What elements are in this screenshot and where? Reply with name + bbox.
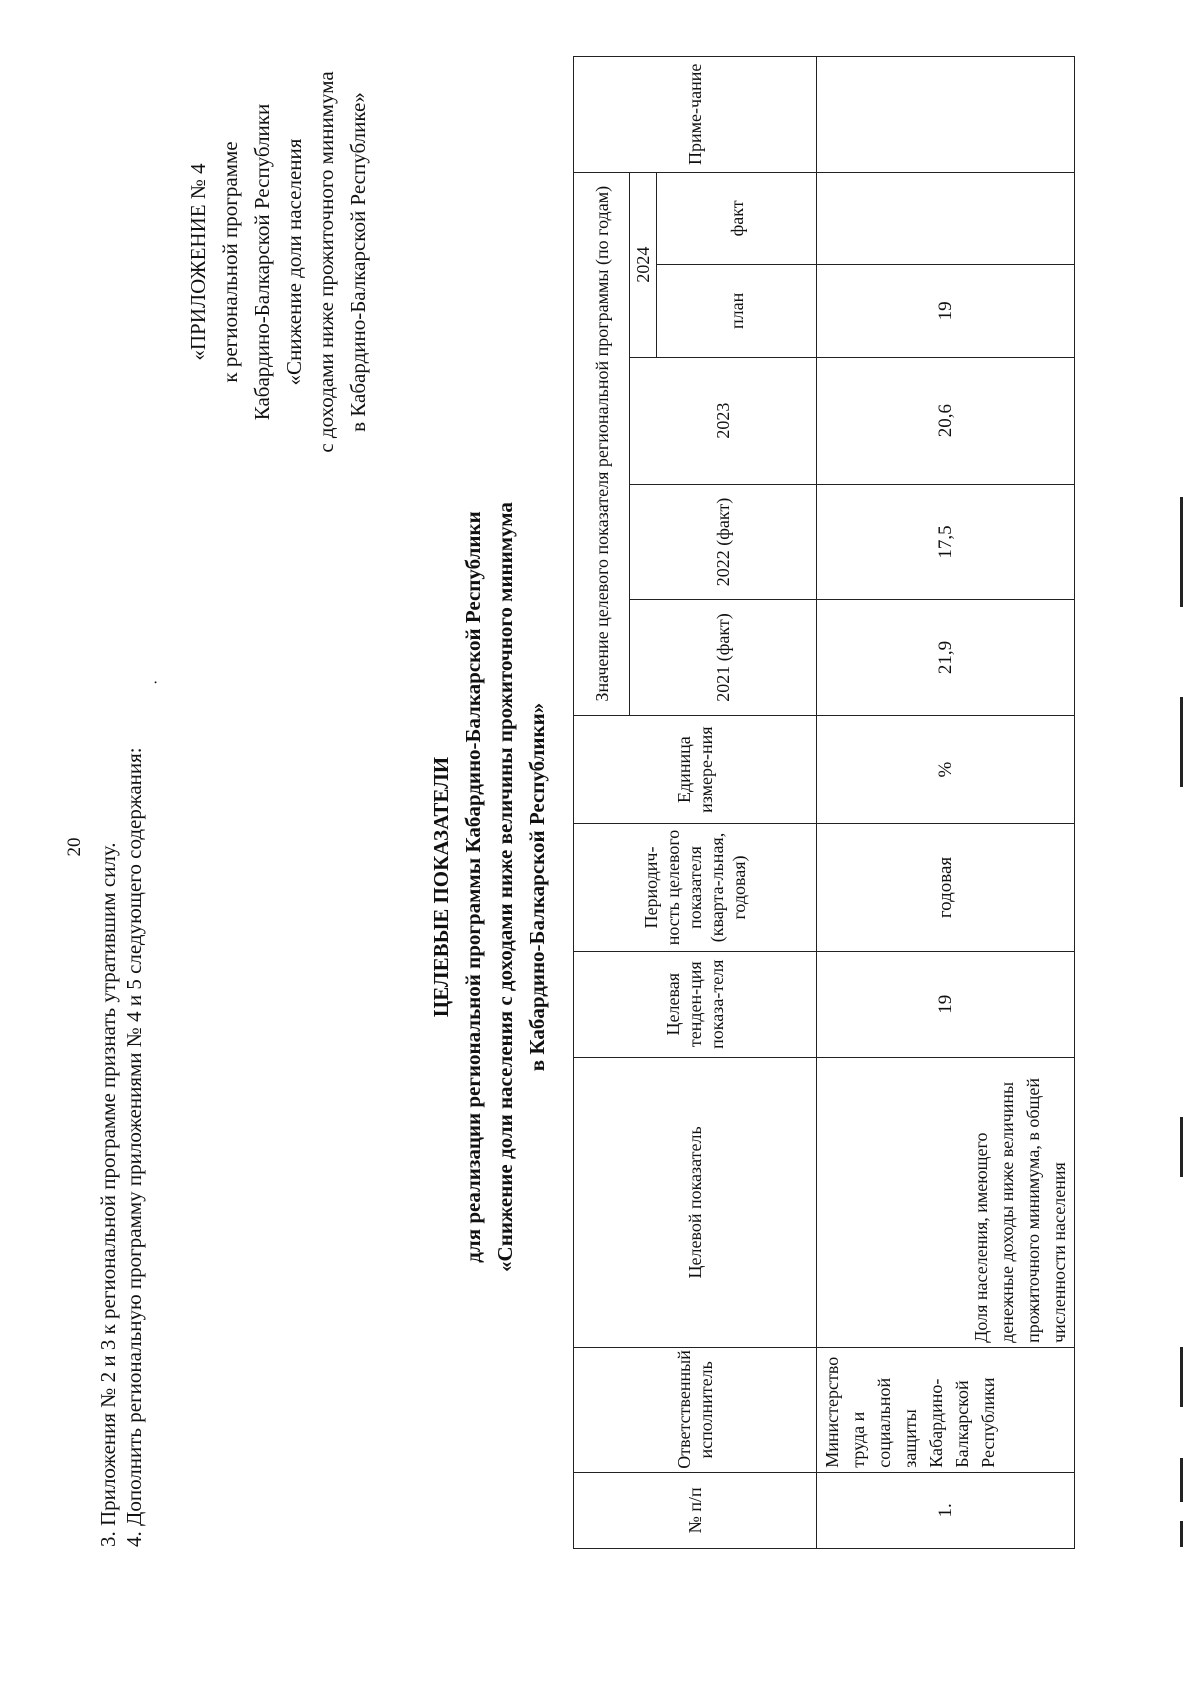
header-periodicity: Периодич-ность целевого показателя (кварта-льная, годовая) [574, 824, 817, 951]
cell-num: 1. [817, 1472, 1075, 1548]
cell-unit: % [817, 715, 1075, 824]
header-values-group: Значение целевого показателя региональной программы (по годам) [574, 172, 630, 715]
margin-mark [1180, 497, 1183, 607]
cell-executor: Министерство труда и социальной защиты Кабардино-Балкарской Республики [817, 1347, 1075, 1472]
header-executor: Ответственный исполнитель [574, 1347, 817, 1472]
margin-mark [1180, 697, 1183, 787]
margin-mark [1180, 1521, 1183, 1547]
cell-2022: 17,5 [817, 484, 1075, 600]
appendix-caption-line: «Снижение доли населения [282, 138, 306, 386]
stray-mark: · [148, 679, 165, 685]
header-trend: Целевая тенден-ция показа-теля [574, 951, 817, 1057]
heading-line: для реализации региональной программы Кабардино-Балкарской Республики [461, 511, 485, 1263]
heading-line: в Кабардино-Балкарской Республики» [525, 702, 549, 1072]
cell-periodicity: годовая [817, 824, 1075, 951]
header-note: Приме-чание [574, 57, 817, 173]
table-row [817, 57, 1075, 1549]
header-num: № п/п [574, 1472, 817, 1548]
appendix-caption-line: к региональной программе [218, 141, 242, 383]
margin-mark [1180, 1458, 1183, 1502]
cell-indicator: Доля населения, имеющего денежные доходы ниже величины прожиточного минимума, в общей численности населения [817, 1057, 1075, 1347]
paragraph-item-4: 4. Дополнить региональную программу приложениями № 4 и 5 следующего содержания: [122, 747, 146, 1547]
appendix-caption-line: Кабардино-Балкарской Республики [250, 103, 274, 421]
cell-note [817, 57, 1075, 173]
header-unit: Единица измере-ния [574, 715, 817, 824]
paragraph-item-3: 3. Приложения № 2 и 3 к региональной программе признать утратившим силу. [96, 842, 120, 1547]
header-indicator: Целевой показатель [574, 1057, 817, 1347]
header-2021: 2021 (факт) [630, 600, 817, 716]
cell-2021: 21,9 [817, 600, 1075, 716]
appendix-caption-line: в Кабардино-Балкарской Республике» [346, 92, 370, 432]
margin-mark [1180, 1347, 1183, 1407]
cell-trend: 19 [817, 951, 1075, 1057]
header-2022: 2022 (факт) [630, 484, 817, 600]
heading-line: «Снижение доли населения с доходами ниже величины прожиточного минимума [493, 502, 517, 1272]
cell-plan: 19 [817, 265, 1075, 357]
appendix-caption-line: «ПРИЛОЖЕНИЕ № 4 [186, 163, 210, 361]
page-number: 20 [64, 837, 85, 857]
margin-mark [1180, 1117, 1183, 1177]
cell-fact [817, 172, 1075, 264]
appendix-caption [182, 42, 374, 482]
table-heading [425, 327, 553, 1447]
cell-2023: 20,6 [817, 357, 1075, 484]
header-2023: 2023 [630, 357, 817, 484]
header-fact: факт [657, 172, 817, 264]
indicators-table [573, 56, 1075, 1549]
appendix-caption-line: с доходами ниже прожиточного минимума [314, 71, 338, 453]
header-2024: 2024 [630, 172, 657, 357]
heading-title: ЦЕЛЕВЫЕ ПОКАЗАТЕЛИ [429, 756, 453, 1018]
header-plan: план [657, 265, 817, 357]
